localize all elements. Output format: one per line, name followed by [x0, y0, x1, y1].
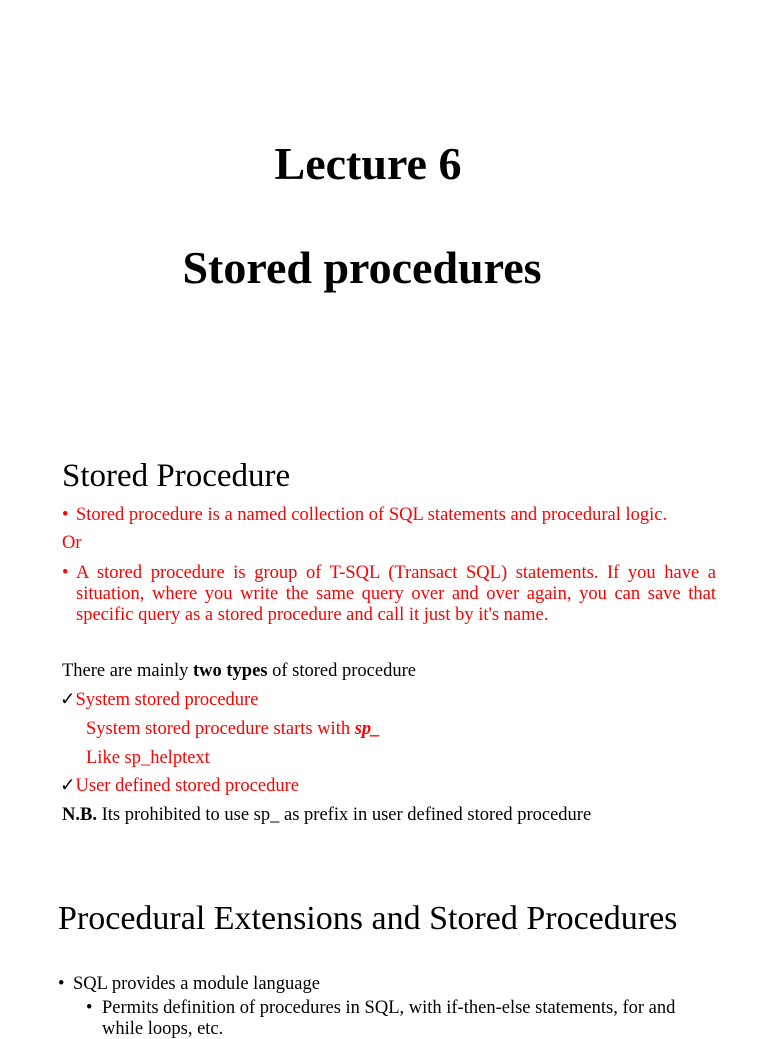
bullet-dot: • [86, 998, 93, 1018]
lecture-title: Lecture 6 [274, 138, 462, 189]
prefix-code: sp_ [354, 719, 381, 739]
list-item-text: Permits definition of procedures in SQL, with if-then-else statements, for and while loops, etc. [102, 998, 676, 1039]
bullet-dot: • [58, 974, 65, 994]
section-heading-procedural-extensions: Procedural Extensions and Stored Procedures [58, 900, 678, 937]
nb-note [62, 805, 591, 826]
type-item-user-defined [60, 776, 299, 797]
system-prefix-note [86, 719, 380, 740]
bullet-text: A stored procedure is group of T-SQL (Transact SQL) statements. If you have a situation, where you write the same query over and over again, you can save that specific query as a stored procedure and call it just by it's name. [76, 563, 716, 625]
or-separator: Or [62, 533, 82, 553]
nb-label: N.B. [62, 805, 97, 825]
section-heading-stored-procedure: Stored Procedure [62, 458, 291, 494]
types-intro [62, 661, 416, 682]
type-label: User defined stored procedure [75, 776, 299, 796]
bullet-dot: • [62, 505, 69, 525]
types-intro-bold: two types [192, 661, 268, 681]
lecture-subtitle: Stored procedures [182, 242, 542, 293]
type-item-system [60, 690, 258, 711]
bullet-dot: • [62, 563, 69, 583]
types-intro-pre: There are mainly [62, 661, 193, 681]
checkmark-icon: ✓ [60, 776, 76, 796]
types-intro-post: of stored procedure [267, 661, 416, 681]
type-label: System stored procedure [75, 690, 259, 710]
system-example: Like sp_helptext [86, 748, 210, 768]
bullet-definition-1 [62, 505, 716, 526]
bullet-text: Stored procedure is a named collection of SQL statements and procedural logic. [76, 505, 668, 525]
list-item-module-language [58, 974, 320, 995]
checkmark-icon: ✓ [60, 690, 76, 710]
bullet-definition-2 [62, 563, 716, 625]
list-item-procedures-definition [86, 998, 702, 1039]
prefix-note-text: System stored procedure starts with [86, 719, 355, 739]
nb-text: Its prohibited to use sp_ as prefix in user defined stored procedure [96, 805, 592, 825]
list-item-text: SQL provides a module language [73, 974, 320, 994]
